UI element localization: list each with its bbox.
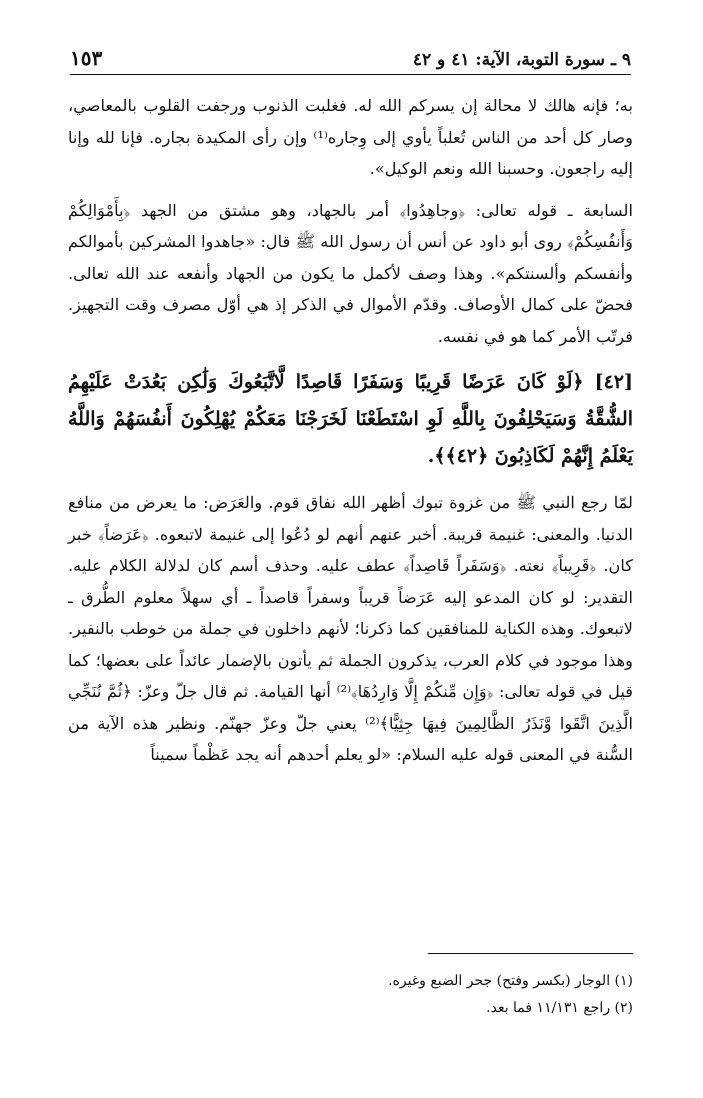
paragraph-3: لمّا رجع النبي ﷺ من غزوة تبوك أظهر الله نفاق قوم. والعَرَض: ما يعرض من منافع الدنيا. والمعنى: غنيمة قريبة. أخبر عنهم أنهم لو دُعُوا إلى غنيمة لاتبعوه. ﴿عَرَضاً﴾ خبر كان. ﴿قَرِيباً﴾ نعته. ﴿وَسَفَراً قَاصِداً﴾ عطف عليه. وحذف أسم كان لدلالة الكلام عليه. التقدير: لو كان المدعو إليه عَرَضاً قريباً وسفراً قاصداً ـ أي سهلاً معلوم الطُّرق ـ لاتبعوك. وهذه الكناية للمنافقين كما ذكرنا؛ لأنهم داخلون في جملة من خوطب بالنفير. وهذا موجود في كلام العرب، يذكرون الجملة ثم يأتون بالإضمار عائداً على بعضها؛ كما قيل في قوله تعالى: ﴿وَإِن مِّنكُمْ إِلَّا وَارِدُهَا﴾⁽²⁾ أنها القيامة. ثم قال جلّ وعزّ: ﴿ثُمَّ نُنَجِّي الَّذِينَ اتَّقَوا وَّنَذَرُ الظَّالِمِينَ فِيهَا جِثِيًّا﴾⁽²⁾ يعني جلّ وعزّ جهنّم. ونظير هذه الآية من السُّنة في المعنى قوله عليه السلام: «لو يعلم أحدهم أنه يجد عَظْماً سميناً — [68, 493, 633, 764]
running-title: ٩ ـ سورة التوبة، الآية: ٤١ و ٤٢ — [412, 50, 631, 70]
page-number: ١٥٣ — [70, 46, 103, 70]
main-text — [68, 90, 633, 771]
paragraph-1: به؛ فإنه هالك لا محالة إن يسركم الله له. فغلبت الذنوب ورجفت القلوب بالمعاصي، وصار كل أحد من الناس تُعلباً يأوي إلى وِجاره⁽¹⁾ وإن رأى المكيدة بجاره. فإنا لله وإنا إليه راجعون. وحسبنا الله ونعم الوكيل». — [68, 96, 634, 178]
verse-text: ﴿لَوْ كَانَ عَرَضًا قَرِيبًا وَسَفَرًا قَاصِدًا لَّاتَّبَعُوكَ وَلَٰكِن بَعُدَتْ عَلَيْهِمُ الشُّقَّةُ وَسَيَحْلِفُونَ بِاللَّهِ لَوِ اسْتَطَعْنَا لَخَرَجْنَا مَعَكُمْ يُهْلِكُونَ أَنفُسَهُمْ وَاللَّهُ يَعْلَمُ إِنَّهُمْ لَكَاذِبُونَ ﴿٤٢﴾﴾. — [68, 371, 633, 467]
page-header — [70, 40, 631, 75]
quran-verse — [68, 364, 633, 475]
footnote-2: (٢) راجع ١١/١٣١ فما بعد. — [486, 1000, 633, 1016]
footnote-1: (١) الوجار (بكسر وفتح) جحر الضبع وغيره. — [388, 973, 633, 989]
paragraph-2: السابعة ـ قوله تعالى: ﴿وجاهِدُوا﴾ أمر بالجهاد، وهو مشتق من الجهد ﴿بِأَمْوَالِكُمْ وَأَنفُسِكُمْ﴾ روى أبو داود عن أنس أن رسول الله ﷺ قال: «جاهدوا المشركين بأموالكم وأنفسكم وألسنتكم». وهذا وصف لأكمل ما يكون من الجهاد وأنفعه عند الله تعالى. فحضّ على كمال الأوصاف. وقدّم الأموال في الذكر إذ هي أوّل مصرف وقت التجهيز. فرتّب الأمر كما هو في نفسه. — [68, 200, 633, 346]
footnote-divider — [428, 953, 633, 954]
verse-number: [٤٢] — [594, 371, 633, 393]
footnotes — [70, 968, 633, 1022]
